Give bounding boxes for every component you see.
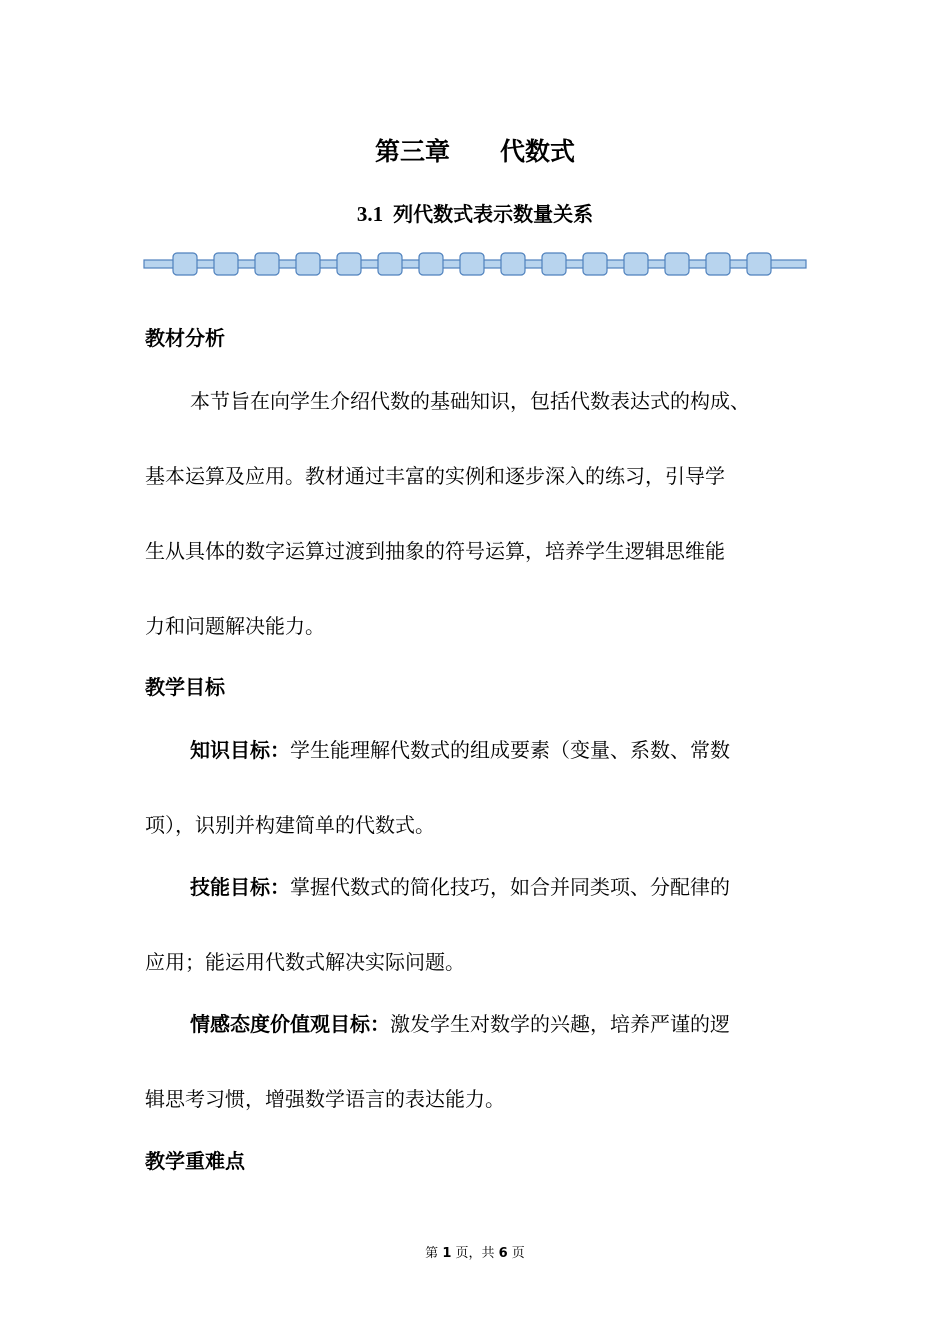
heading-key-points: 教学重难点 [145, 1149, 245, 1173]
divider-box [337, 253, 361, 275]
divider-box [747, 253, 771, 275]
heading-objectives: 教学目标 [145, 675, 225, 699]
analysis-line-1: 本节旨在向学生介绍代数的基础知识，包括代数表达式的构成、 [190, 389, 750, 413]
analysis-line-3: 生从具体的数字运算过渡到抽象的符号运算，培养学生逻辑思维能 [145, 539, 725, 563]
footer-suffix: 页 [507, 1246, 525, 1261]
divider-box [583, 253, 607, 275]
knowledge-objective-line-1 [190, 735, 730, 765]
divider-box [624, 253, 648, 275]
divider-box [173, 253, 197, 275]
divider-box [378, 253, 402, 275]
footer-current-page: 1 [442, 1246, 452, 1261]
skill-objective-text: 掌握代数式的简化技巧，如合并同类项、分配律的 [290, 875, 730, 899]
knowledge-objective-line-2: 项），识别并构建简单的代数式。 [145, 813, 435, 837]
divider-box [665, 253, 689, 275]
analysis-line-4: 力和问题解决能力。 [145, 614, 325, 638]
emotion-objective-text: 激发学生对数学的兴趣，培养严谨的逻 [390, 1012, 730, 1036]
knowledge-objective-text: 学生能理解代数式的组成要素（变量、系数、常数 [290, 738, 730, 762]
divider-box [255, 253, 279, 275]
divider-box [542, 253, 566, 275]
chapter-title: 第三章 代数式 [374, 137, 575, 166]
divider-box [706, 253, 730, 275]
divider-box [214, 253, 238, 275]
divider-box [460, 253, 484, 275]
analysis-line-2: 基本运算及应用。教材通过丰富的实例和逐步深入的练习，引导学 [145, 464, 725, 488]
skill-objective-label: 技能目标： [190, 875, 290, 899]
divider-boxes [173, 253, 771, 275]
divider-box [419, 253, 443, 275]
skill-objective-line-1 [190, 872, 730, 902]
emotion-objective-line-1 [190, 1009, 730, 1039]
decorative-divider [143, 249, 807, 279]
divider-box [501, 253, 525, 275]
footer-prefix: 第 [425, 1246, 443, 1261]
skill-objective-line-2: 应用；能运用代数式解决实际问题。 [145, 950, 465, 974]
heading-analysis: 教材分析 [145, 326, 225, 350]
section-title [0, 199, 950, 229]
section-title-text: 列代数式表示数量关系 [393, 202, 594, 226]
emotion-objective-label: 情感态度价值观目标： [190, 1012, 390, 1036]
page-footer [0, 1244, 950, 1264]
emotion-objective-line-2: 辑思考习惯，增强数学语言的表达能力。 [145, 1087, 505, 1111]
footer-middle: 页，共 [451, 1246, 499, 1261]
divider-box [296, 253, 320, 275]
knowledge-objective-label: 知识目标： [190, 738, 290, 762]
footer-total-pages: 6 [498, 1246, 508, 1261]
section-number: 3.1 [356, 202, 384, 226]
